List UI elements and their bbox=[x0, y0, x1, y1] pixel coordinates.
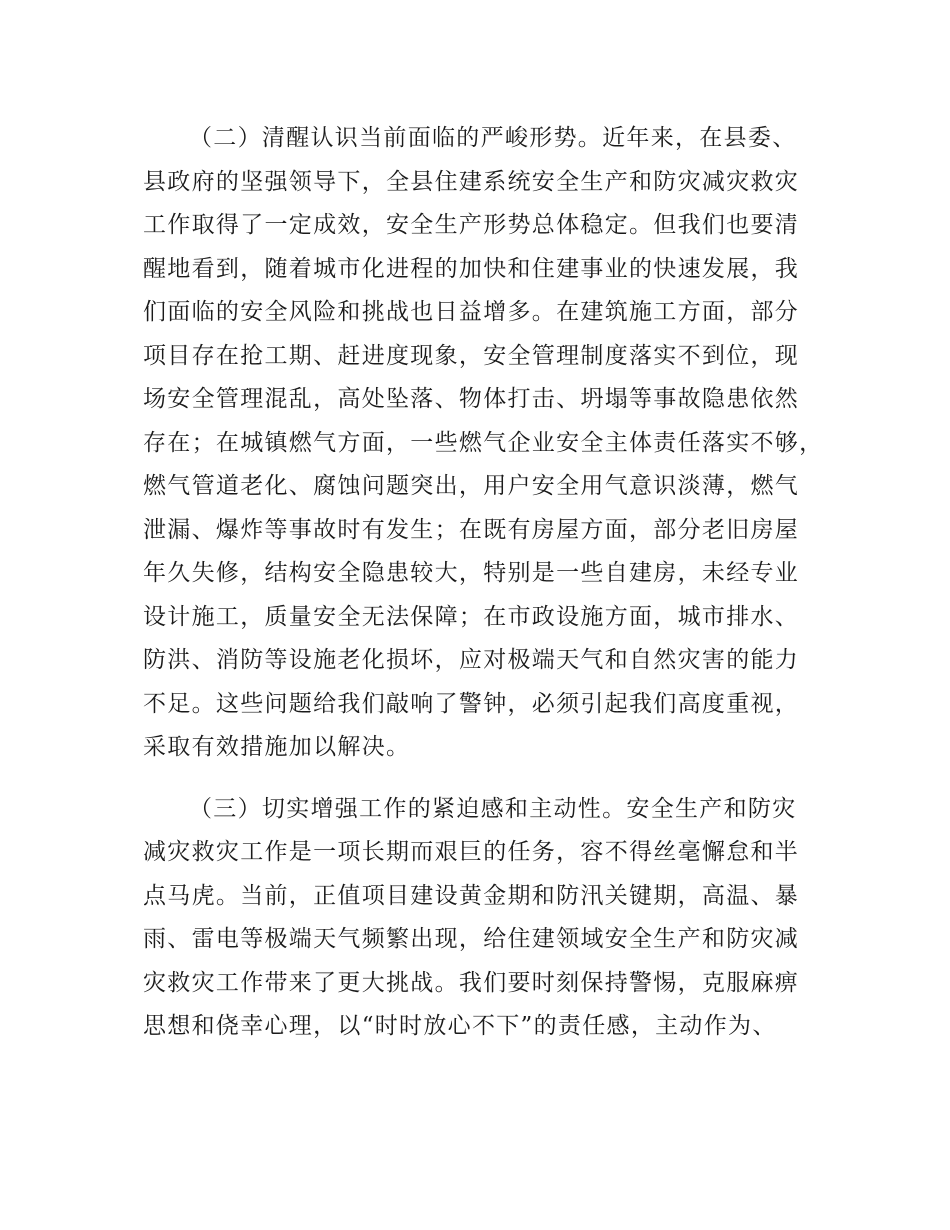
text-line: （二）清醒认识当前面临的严峻形势。近年来，在县委、 bbox=[189, 125, 797, 151]
text-line: 不足。这些问题给我们敲响了警钟，必须引起我们高度重视， bbox=[143, 690, 800, 717]
text-line: 防洪、消防等设施老化损坏，应对极端天气和自然灾害的能力 bbox=[143, 647, 800, 673]
text-line: 设计施工，质量安全无法保障；在市政设施方面，城市排水、 bbox=[143, 603, 800, 630]
text-line: 们面临的安全风险和挑战也日益增多。在建筑施工方面，部分 bbox=[143, 299, 800, 325]
text-line: 泄漏、爆炸等事故时有发生；在既有房屋方面，部分老旧房屋 bbox=[143, 516, 800, 543]
text-line: 采取有效措施加以解决。 bbox=[143, 734, 411, 760]
paragraph-2 bbox=[143, 117, 823, 770]
text-line: 年久失修，结构安全隐患较大，特别是一些自建房，未经专业 bbox=[143, 560, 800, 586]
text-line: 思想和侥幸心理，以“时时放心不下”的责任感，主动作为、 bbox=[143, 1013, 777, 1039]
document-body bbox=[143, 117, 823, 1067]
text-line: 雨、雷电等极端天气频繁出现，给住建领域安全生产和防灾减 bbox=[143, 926, 800, 952]
text-line: 醒地看到，随着城市化进程的加快和住建事业的快速发展，我 bbox=[143, 255, 800, 282]
text-line: 减灾救灾工作是一项长期而艰巨的任务，容不得丝毫懈怠和半 bbox=[143, 839, 800, 865]
text-line: 工作取得了一定成效，安全生产形势总体稳定。但我们也要清 bbox=[143, 212, 800, 238]
text-line: 燃气管道老化、腐蚀问题突出，用户安全用气意识淡薄，燃气 bbox=[143, 473, 800, 499]
text-line: （三）切实增强工作的紧迫感和主动性。安全生产和防灾 bbox=[189, 795, 797, 822]
text-line: 项目存在抢工期、赶进度现象，安全管理制度落实不到位，现 bbox=[143, 342, 800, 369]
text-line: 场安全管理混乱，高处坠落、物体打击、坍塌等事故隐患依然 bbox=[143, 386, 800, 412]
text-line: 县政府的坚强领导下，全县住建系统安全生产和防灾减灾救灾 bbox=[143, 168, 800, 195]
text-line: 存在；在城镇燃气方面，一些燃气企业安全主体责任落实不够， bbox=[143, 429, 824, 456]
paragraph-3 bbox=[143, 788, 823, 1049]
text-line: 点马虎。当前，正值项目建设黄金期和防汛关键期，高温、暴 bbox=[143, 882, 800, 909]
text-line: 灾救灾工作带来了更大挑战。我们要时刻保持警惕，克服麻痹 bbox=[143, 969, 800, 996]
